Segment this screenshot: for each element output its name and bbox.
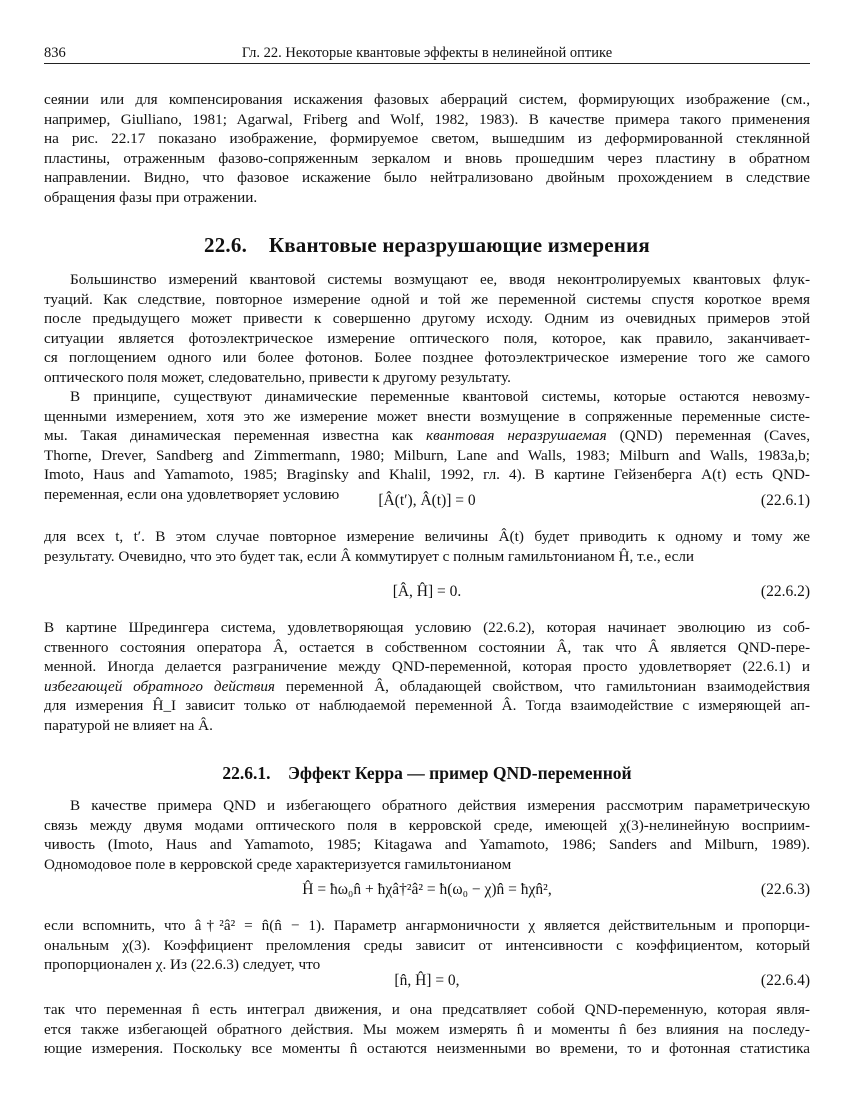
paragraph-intro xyxy=(44,270,810,387)
text-line: мы. Такая динамическая переменная известна как квантовая неразрушаемая (QND) переменная (Caves, xyxy=(44,427,811,444)
section-title: Квантовые неразрушающие измерения xyxy=(268,233,650,257)
equation-22-6-4 xyxy=(44,970,810,992)
text-line: ется также избегающей обратного действия. Мы можем измерять n̂ и моменты n̂ без влияния на последу- xyxy=(44,1020,810,1038)
text-line: если вспомнить, что â†²â² = n̂(n̂ − 1). Параметр ангармоничности χ является действительным и пропорци- xyxy=(44,917,810,934)
emphasis-term: квантовая неразрушаемая xyxy=(426,427,607,444)
equation-22-6-3 xyxy=(44,879,810,901)
equation-formula: [Â, Ĥ] = 0. xyxy=(392,583,462,600)
text-line: В качестве примера QND и избегающего обратного действия измерения рассмотрим параметрическую xyxy=(70,797,810,814)
running-title: Гл. 22. Некоторые квантовые эффекты в нелинейной оптике xyxy=(241,45,613,61)
equation-formula: [Â(t′), Â(t)] = 0 xyxy=(378,492,476,509)
text-line: щенными измерением, хотя это же измерение может внести возмущение в сопряженные переменные систе- xyxy=(44,407,810,425)
emphasis-term: избегающей обратного действия xyxy=(44,677,275,695)
text-line: ственного состояния оператора Â, остается в собственном состоянии Â, так что Â является QND-пере- xyxy=(44,638,810,656)
paragraph-qnd-definition xyxy=(44,387,810,504)
text-line: для измерения Ĥ_I зависит только от наблюдаемой переменной Â. Тогда взаимодействие с измеряющей ап- xyxy=(44,697,810,714)
text-line: оптического поля может, следовательно, привести к другому результату. xyxy=(44,368,511,386)
text-line: ся поглощением одного или более фотонов. Более позднее фотоэлектрическое измерение того же самого xyxy=(44,349,810,366)
text-line: Imoto, Haus and Yamamoto, 1985; Braginsky and Khalil, 1992, гл. 4). В картине Гейзенберга A(t) есть QND- xyxy=(44,466,810,483)
text-line: на рис. 22.17 показано изображение, формируемое светом, вышедшим из деформированной стеклянной xyxy=(44,130,810,147)
equation-22-6-2 xyxy=(44,581,810,603)
subsection-title: Эффект Керра — пример QND-переменной xyxy=(288,763,632,783)
text-line: пропорционален χ. Из (22.6.3) следует, что xyxy=(44,956,321,973)
section-number: 22.6. xyxy=(204,233,248,257)
text-line: после предыдущего может привести к совершенно другому исходу. Одним из очевидных примеров этой xyxy=(44,310,810,327)
text-line: результату. Очевидно, что это будет так, если Â коммутирует с полным гамильтонианом Ĥ, т.е., если xyxy=(44,547,695,565)
book-page xyxy=(44,0,810,1100)
equation-number: (22.6.4) xyxy=(760,972,810,989)
text-line: для всех t, t′. В этом случае повторное измерение величины Â(t) будет приводить к одному и тому же xyxy=(44,528,810,545)
paragraph-continuation xyxy=(44,90,810,207)
text-line: Большинство измерений квантовой системы возмущают ее, вводя неконтролируемых квантовых флук- xyxy=(70,271,810,288)
text-line: Thorne, Drever, Sandberg and Zimmermann, 1980; Milburn, Lane and Walls, 1983; Milburn and Walls, 1983a,b; xyxy=(44,446,810,464)
text-line: так что переменная n̂ есть интеграл движения, и она предсатвляет собой QND-переменную, которая явля- xyxy=(44,1001,810,1018)
text-line: например, Giulliano, 1981; Agarwal, Friberg and Wolf, 1982, 1983). В качестве примера такого применения xyxy=(44,110,810,128)
text-line: ситуации является фотоэлектрическое измерение оптического поля, которое, как правило, заканчивает- xyxy=(44,329,810,347)
page-header xyxy=(44,43,810,64)
equation-number: (22.6.1) xyxy=(760,492,810,509)
text-line: обращения фазы при отражении. xyxy=(44,188,258,206)
paragraph-repeat-measurement xyxy=(44,527,810,566)
text-line: чивость (Imoto, Haus and Yamamoto, 1985; Kitagawa and Yamamoto, 1986; Sanders and Milburn, 1989). xyxy=(44,836,810,853)
text-line: менной. Иногда делается разграничение между QND-переменной, которая просто удовлетворяет (22.6.1) и xyxy=(44,658,810,675)
subsection-heading xyxy=(44,763,810,784)
subsection-number: 22.6.1. xyxy=(222,763,271,783)
paragraph-anharmonicity xyxy=(44,916,810,975)
text-line: сеянии или для компенсирования искажения фазовых аберраций систем, формирующих изображение (см., xyxy=(44,91,810,108)
text-line: туаций. Как следствие, повторное измерение одной и той же переменной системы спустя короткое время xyxy=(44,290,810,308)
text-line: пластины, отраженным фазово-сопряженным зеркалом и вновь прошедшим через пластину в обратном xyxy=(44,149,810,167)
section-heading xyxy=(44,233,810,258)
paragraph-schrodinger xyxy=(44,618,810,735)
text-line: В принципе, существуют динамические переменные квантовой системы, которые остаются невозму- xyxy=(70,388,810,405)
equation-number: (22.6.2) xyxy=(760,583,810,600)
equation-number: (22.6.3) xyxy=(760,881,810,898)
paragraph-integral-of-motion xyxy=(44,1000,810,1059)
text-line: переменная, если она удовлетворяет условию xyxy=(44,485,340,503)
equation-formula: Ĥ = ħω₀n̂ + ħχâ†²â² = ħ(ω₀ − χ)n̂ = ħχn̂², xyxy=(302,881,552,898)
equation-22-6-1 xyxy=(44,490,810,512)
paragraph-kerr xyxy=(44,796,810,874)
page-number: 836 xyxy=(44,45,66,61)
text-line: направлении. Видно, что фазовое искажение было нейтрализовано двойным прохождением в следствие xyxy=(44,169,810,186)
text-line: избегающей обратного действия переменной Â, обладающей свойством, что гамильтониан взаимодействия xyxy=(44,677,810,695)
text-line: связь между двумя модами оптического поля в керровской среде, имеющей χ(3)-нелинейную восприим- xyxy=(44,816,810,834)
text-line: Одномодовое поле в керровской среде характеризуется гамильтонианом xyxy=(44,855,512,873)
text-line: ональным χ(3). Коэффициент преломления среды зависит от интенсивности с коэффициентом, который xyxy=(44,936,810,954)
equation-formula: [n̂, Ĥ] = 0, xyxy=(394,972,460,989)
text-line: В картине Шредингера система, удовлетворяющая условию (22.6.2), которая начинает эволюцию из соб- xyxy=(44,619,810,636)
text-line: ющие измерения. Поскольку все моменты n̂ остаются неизменными во времени, то и фотонная статистика xyxy=(44,1040,810,1057)
text-line: паратурой не влияет на Â. xyxy=(44,716,213,734)
